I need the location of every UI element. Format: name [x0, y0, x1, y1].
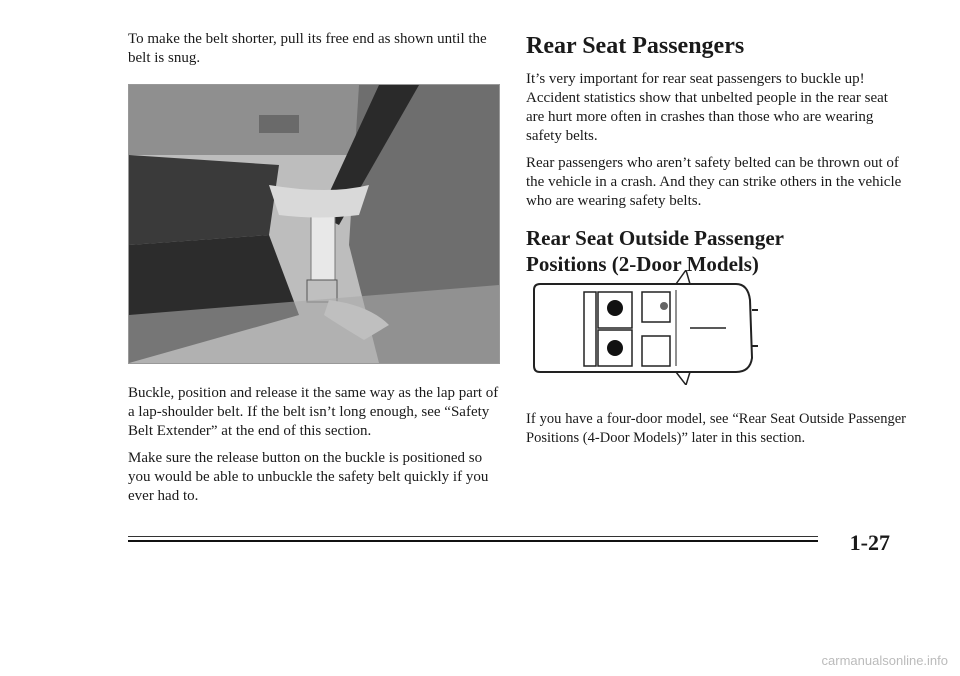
intro-paragraph: To make the belt shorter, pull its free end as shown until the belt is snug. [128, 31, 487, 66]
release-button-paragraph: Make sure the release button on the buckle is positioned so you would be able to unbuckle the safety belt quickly if you ever had to. [128, 450, 489, 504]
subsection-heading: Rear Seat Outside Passenger Positions (2-Door Models) [526, 226, 784, 276]
four-door-note-text: If you have a four-door model, see “Rear Seat Outside Passenger Positions (4-Door Models)” later in this section. [526, 411, 906, 446]
section-heading: Rear Seat Passengers [526, 33, 745, 59]
four-door-note [526, 410, 906, 456]
footer-rule-bottom [128, 540, 818, 542]
rear-passengers-paragraph-1: It’s very important for rear seat passengers to buckle up! Accident statistics show that unbelted people in the rear seat are hurt more often in crashes than those who are wearing safety belts. [526, 71, 888, 144]
buckle-paragraph: Buckle, position and release it the same way as the lap part of a lap-shoulder belt. If the belt isn’t long enough, see “Safety Belt Extender” at the end of this section. [128, 385, 499, 439]
footer [0, 610, 960, 676]
rear-passengers-paragraph-2: Rear passengers who aren’t safety belted can be thrown out of the vehicle in a crash. And they can strike others in the vehicle who are wearing safety belts. [526, 155, 902, 209]
seat-belt-illustration [128, 84, 500, 364]
page-number: 1-27 [849, 530, 890, 555]
passenger-buckling-belt-image [129, 85, 499, 363]
left-column [128, 30, 500, 76]
right-column [526, 30, 906, 277]
footer-rule-top [128, 536, 818, 537]
footer-watermark: carmanualsonline.info [821, 653, 948, 668]
left-lower-text [128, 384, 500, 514]
car-topview-diagram [526, 270, 766, 385]
seating-position-diagram [526, 270, 766, 385]
